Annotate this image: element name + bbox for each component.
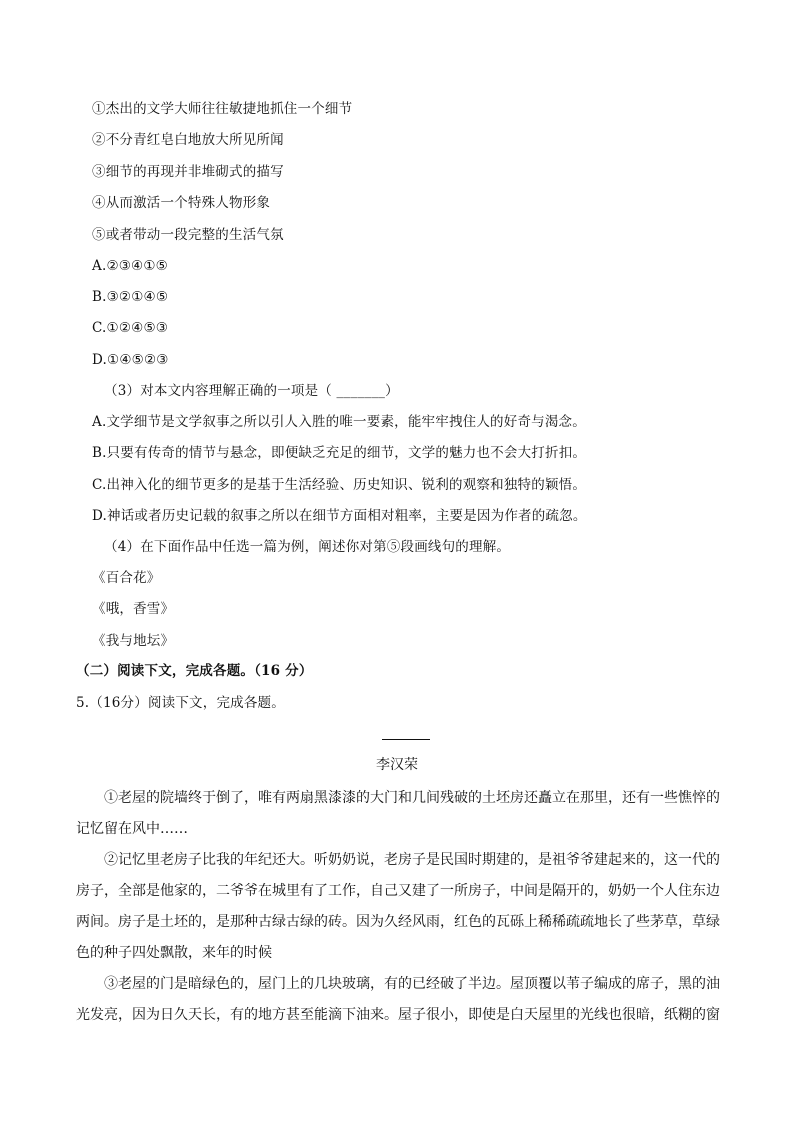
q2-choice-c: C.①②④⑤③ [92, 320, 169, 336]
q2-choice-b: B.③②①④⑤ [92, 289, 169, 305]
q3-choice-c: C.出神入化的细节更多的是基于生活经验、历史知识、锐利的观察和独特的颖悟。 [92, 477, 587, 493]
q2-choice-d: D.①④⑤②③ [92, 352, 169, 368]
q4-stem: （4）在下面作品中任选一篇为例，阐述你对第⑤段画线句的理解。 [104, 539, 511, 555]
section-heading: （二）阅读下文，完成各题。（16 分） [76, 663, 313, 679]
work-title-1: 《百合花》 [92, 570, 161, 586]
option-item-3: ③细节的再现并非堆砌式的描写 [92, 164, 284, 180]
question-5-stem: 5.（16分）阅读下文，完成各题。 [76, 695, 285, 711]
q3-stem: （3）对本文内容理解正确的一项是（ _______） [104, 383, 399, 399]
article-paragraph-3: ③老屋的门是暗绿色的，屋门上的几块玻璃，有的已经破了半边。屋顶覆以苇子编成的席子，黑的油光发亮，因为日久天长，有的地方甚至能滴下油来。屋子很小，即使是白天屋里的光线也很暗，纸糊的窗 [76, 976, 720, 1023]
option-item-2: ②不分青红皂白地放大所见所闻 [92, 132, 284, 148]
option-item-1: ①杰出的文学大师往往敏捷地抓住一个细节 [92, 101, 353, 117]
article-paragraph-2: ②记忆里老房子比我的年纪还大。听奶奶说，老房子是民国时期建的，是祖爷爷建起来的，这一代的房子，全部是他家的，二爷爷在城里有了工作，自己又建了一所房子，中间是隔开的，奶奶一个人住东边两间。房子是土坯的，是那种古绿古绿的砖。因为久经风雨，红色的瓦砾上稀稀疏疏地长了些茅草，草绿色的种子四处飘散，来年的时候 [76, 852, 720, 961]
q3-choice-d: D.神话或者历史记载的叙事之所以在细节方面相对粗率，主要是因为作者的疏忽。 [92, 508, 587, 524]
title-blank-line [382, 739, 430, 740]
work-title-2: 《哦，香雪》 [92, 601, 175, 617]
article-author: 李汉荣 [376, 757, 418, 773]
work-title-3: 《我与地坛》 [92, 633, 175, 649]
q3-choice-a: A.文学细节是文学叙事之所以引人入胜的唯一要素，能牢牢拽住人的好奇与渴念。 [92, 414, 586, 430]
article-paragraph-1: ①老屋的院墙终于倒了，唯有两扇黑漆漆的大门和几间残破的土坯房还矗立在那里，还有一些憔悴的记忆留在风中…… [76, 790, 720, 837]
q2-choice-a: A.②③④①⑤ [92, 258, 168, 274]
q3-choice-b: B.只要有传奇的情节与悬念，即便缺乏充足的细节，文学的魅力也不会大打折扣。 [92, 445, 587, 461]
option-item-4: ④从而激活一个特殊人物形象 [92, 195, 271, 211]
option-item-5: ⑤或者带动一段完整的生活气氛 [92, 227, 284, 243]
